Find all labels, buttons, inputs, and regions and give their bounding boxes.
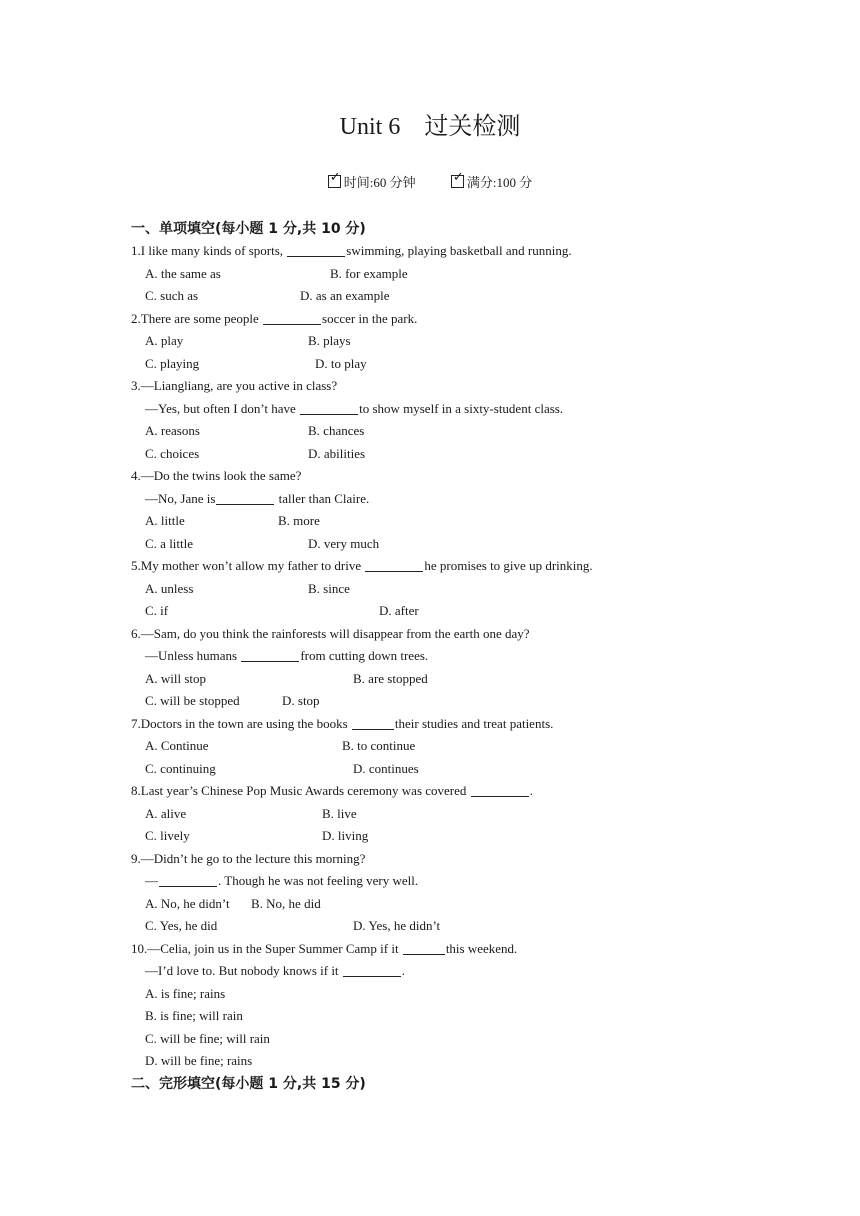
option-a: A. unless (145, 580, 194, 596)
score-info (451, 169, 533, 193)
option-c: C. continuing (145, 760, 216, 776)
option-d: D. continues (353, 760, 419, 776)
option-a: A. reasons (145, 423, 200, 438)
question-text: 4.—Do the twins look the same? (131, 468, 302, 483)
options-row (131, 758, 751, 781)
question-text: he promises to give up drinking. (424, 558, 593, 573)
question-text: 3.—Liangliang, are you active in class? (131, 378, 338, 393)
question-text: 7.Doctors in the town are using the books (131, 715, 348, 731)
option-d: D. living (322, 828, 369, 843)
option-b: B. more (278, 513, 320, 528)
reply-text: — (145, 873, 158, 888)
option-a: A. the same as (145, 265, 221, 281)
reply-text: taller than Claire. (278, 490, 370, 506)
answer-blank (287, 242, 345, 257)
option-d: D. will be fine; rains (145, 1053, 253, 1068)
answer-blank (263, 310, 321, 325)
question-reply (131, 870, 751, 893)
option-b: B. chances (308, 423, 365, 438)
question-3 (131, 375, 751, 398)
option-b: B. to continue (342, 738, 416, 753)
answer-blank (241, 647, 299, 662)
option-a: A. Continue (145, 738, 209, 753)
option-a: A. alive (145, 805, 187, 821)
question-text: 2.There are some people (131, 310, 259, 326)
option-a: A. is fine; rains (145, 985, 226, 1001)
answer-blank (352, 715, 394, 730)
option-c: C. if (145, 603, 169, 618)
option-c: C. lively (145, 828, 190, 843)
options-row (131, 285, 751, 308)
question-1 (131, 240, 751, 263)
options-row (131, 443, 751, 466)
option-a: A. play (145, 333, 184, 348)
option-b: B. for example (330, 265, 408, 281)
question-reply (131, 645, 751, 668)
option-c: C. playing (145, 355, 200, 371)
question-text: 8.Last year’s Chinese Pop Music Awards ceremony was covered (131, 783, 467, 798)
option-d: D. stop (282, 693, 320, 708)
option-c: C. will be stopped (145, 693, 240, 708)
reply-text: to show myself in a sixty-student class. (359, 400, 564, 416)
question-text: 10.—Celia, join us in the Super Summer Camp if it (131, 940, 399, 956)
question-7 (131, 713, 751, 736)
options-row (131, 330, 751, 353)
question-6 (131, 623, 751, 646)
question-text: swimming, playing basketball and running. (346, 243, 572, 258)
reply-text: . (401, 963, 406, 978)
options-row (131, 690, 751, 713)
time-info (328, 169, 416, 193)
options-row (131, 353, 751, 376)
option-d: D. abilities (308, 445, 366, 461)
options-row (131, 263, 751, 286)
options-row (131, 578, 751, 601)
question-2 (131, 308, 751, 331)
option-d: D. Yes, he didn’t (353, 918, 441, 933)
exam-info (0, 169, 860, 193)
option-a: A. little (145, 513, 185, 528)
option-d: D. to play (315, 355, 367, 371)
options-row (131, 533, 751, 556)
options-row (131, 893, 751, 916)
answer-blank (471, 782, 529, 797)
reply-text: —Unless humans (145, 648, 238, 663)
option-c: C. will be fine; will rain (145, 1030, 270, 1046)
reply-text: —No, Jane is (145, 490, 216, 506)
option-c: C. choices (145, 445, 200, 461)
question-9 (131, 848, 751, 871)
time-label: 时间:60 分钟 (343, 175, 416, 190)
reply-text: —I’d love to. But nobody knows if it (145, 963, 339, 978)
options-row (131, 915, 751, 938)
reply-text: . Though he was not feeling very well. (218, 873, 419, 888)
options-row (131, 825, 751, 848)
question-text: 5.My mother won’t allow my father to drive (131, 558, 362, 573)
question-10 (131, 938, 751, 961)
option-c: C. Yes, he did (145, 918, 218, 933)
option-b: B. plays (308, 333, 351, 348)
options-row (131, 803, 751, 826)
question-reply (131, 398, 751, 421)
page-title: Unit 6 过关检测 (339, 114, 521, 140)
option-a: A. will stop (145, 670, 207, 686)
options-row (131, 735, 751, 758)
option-d: D. as an example (300, 288, 390, 303)
options-row (131, 668, 751, 691)
answer-blank (403, 940, 445, 955)
question-text: their studies and treat patients. (394, 715, 554, 731)
question-text: . (529, 783, 533, 798)
option-d: D. very much (308, 535, 380, 551)
question-text: soccer in the park. (322, 310, 418, 326)
option-b: B. No, he did (251, 895, 321, 911)
reply-text: from cutting down trees. (300, 648, 429, 663)
question-text: 1.I like many kinds of sports, (131, 243, 284, 258)
option-c: C. such as (145, 288, 199, 303)
answer-blank (300, 400, 358, 415)
exam-content (131, 218, 751, 1095)
checkbox-icon: ✓ (451, 175, 464, 188)
question-8 (131, 780, 751, 803)
question-4 (131, 465, 751, 488)
answer-blank (159, 872, 217, 887)
option-b: B. since (308, 580, 350, 596)
option-b: B. live (322, 805, 357, 821)
question-reply (131, 488, 751, 511)
options-row (131, 600, 751, 623)
question-text: 6.—Sam, do you think the rainforests will disappear from the earth one day? (131, 625, 530, 641)
options-row (131, 420, 751, 443)
option-a: A. No, he didn’t (145, 895, 230, 911)
question-text: this weekend. (445, 940, 518, 956)
score-label: 满分:100 分 (466, 175, 533, 190)
section-heading: 一、单项填空(每小题 1 分,共 10 分) (131, 221, 366, 237)
answer-blank (343, 962, 401, 977)
options-row (131, 510, 751, 533)
answer-blank (216, 490, 274, 505)
option-d: D. after (379, 603, 419, 618)
answer-blank (365, 557, 423, 572)
question-text: 9.—Didn’t he go to the lecture this morning? (131, 850, 366, 866)
option-b: B. are stopped (353, 670, 428, 686)
section-heading: 二、完形填空(每小题 1 分,共 15 分) (131, 1075, 366, 1092)
question-reply (131, 960, 751, 983)
reply-text: —Yes, but often I don’t have (145, 400, 296, 416)
option-c: C. a little (145, 535, 194, 551)
option-b: B. is fine; will rain (145, 1008, 243, 1023)
checkbox-icon: ✓ (328, 175, 341, 188)
question-5 (131, 555, 751, 578)
